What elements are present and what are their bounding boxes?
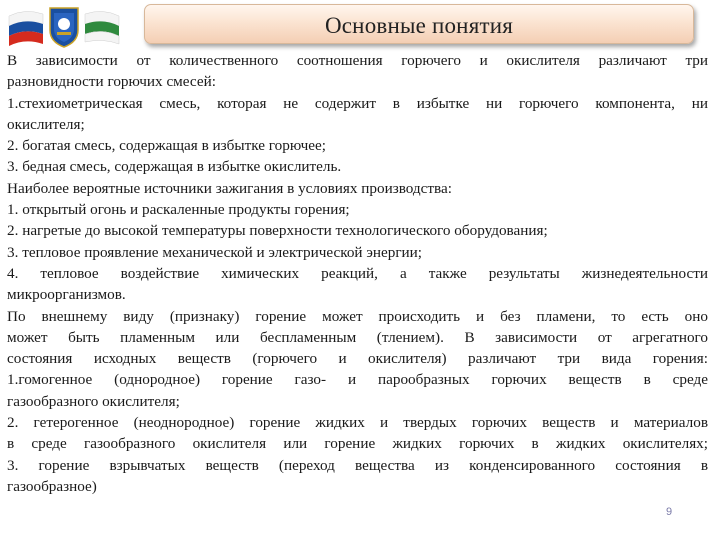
text-line: разновидности горючих смесей:	[7, 73, 216, 91]
text-line: 3. бедная смесь, содержащая в избытке окислитель.	[7, 158, 342, 176]
text-line: 1.стехиометрическая смесь, которая не содержит в избытке ни горючего компонента, ни	[7, 94, 708, 112]
text-line: Наиболее вероятные источники зажигания в условиях производства:	[7, 179, 452, 197]
page-number: 9	[666, 506, 673, 518]
text-line: 2. богатая смесь, содержащая в избытке горючее;	[7, 137, 326, 155]
shield-emblem-icon	[50, 8, 78, 47]
text-line: газообразного окислителя;	[7, 392, 180, 410]
slide-title-bar	[144, 4, 694, 44]
right-flag-icon	[85, 11, 119, 44]
flag-emblem-icon	[5, 4, 123, 48]
text-line: в среде газообразного окислителя или горение жидких горючих в жидких окислителях;	[7, 435, 708, 453]
text-line: По внешнему виду (признаку) горение может происходить и без пламени, то есть оно	[7, 307, 708, 325]
text-line: В зависимости от количественного соотношения горючего и окислителя различают три	[7, 52, 708, 69]
text-line: 1. открытый огонь и раскаленные продукты горения;	[7, 201, 350, 219]
text-line: 3. горение взрывчатых веществ (переход вещества из конденсированного состояния в	[7, 456, 708, 474]
slide-body-text	[7, 50, 708, 497]
text-line: может быть пламенным или беспламенным (тлением). В зависимости от агрегатного	[7, 328, 708, 346]
left-flag-icon	[9, 11, 43, 46]
text-line: 3. тепловое проявление механической и электрической энергии;	[7, 243, 423, 261]
text-line: 4. тепловое воздействие химических реакций, а также результаты жизнедеятельности	[7, 264, 708, 282]
page-title: Основные понятия	[324, 13, 514, 38]
text-line: окислителя;	[7, 115, 85, 133]
text-line: 2. нагретые до высокой температуры поверхности технологического оборудования;	[7, 222, 548, 240]
text-line: 2. гетерогенное (неоднородное) горение жидких и твердых горючих веществ и материалов	[7, 414, 708, 432]
text-line: газообразное)	[7, 477, 97, 495]
text-line: 1.гомогенное (однородное) горение газо- и парообразных горючих веществ в среде	[7, 371, 708, 389]
text-line: состояния исходных веществ (горючего и окислителя) различают три вида горения:	[7, 350, 708, 368]
text-line: микроорганизмов.	[7, 286, 126, 304]
